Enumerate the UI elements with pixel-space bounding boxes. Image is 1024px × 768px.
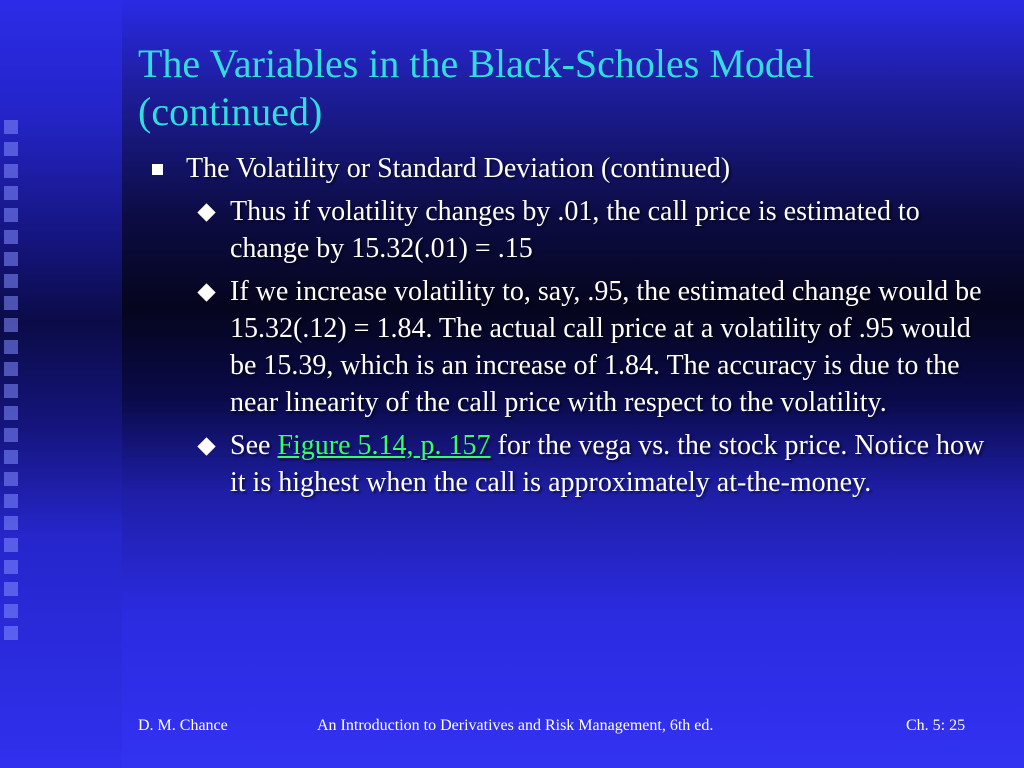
bullet-main bbox=[148, 150, 998, 187]
footer-author: D. M. Chance bbox=[138, 717, 228, 734]
sub-bullet-3 bbox=[148, 427, 998, 501]
slide-content bbox=[148, 150, 998, 507]
diamond-bullet-icon bbox=[197, 283, 215, 301]
footer-book-title: An Introduction to Derivatives and Risk Management, 6th ed. bbox=[317, 717, 714, 734]
diamond-bullet-icon bbox=[197, 437, 215, 455]
square-bullet-icon bbox=[152, 164, 163, 175]
slide-title-line-1: The Variables in the Black-Scholes Model bbox=[138, 41, 814, 86]
slide-title-line-2: (continued) bbox=[138, 89, 323, 134]
figure-link[interactable]: Figure 5.14, p. 157 bbox=[277, 430, 491, 461]
decorative-squares bbox=[4, 120, 24, 648]
footer-page-number: Ch. 5: 25 bbox=[906, 717, 966, 734]
bullet-main-text: The Volatility or Standard Deviation (continued) bbox=[186, 153, 731, 184]
sub-bullet-2-text: If we increase volatility to, say, .95, the estimated change would be 15.32(.12) = 1.84. The actual call price at a volatility of .95 would be 15.39, which is an increase of 1.84. The accuracy is due to the near linearity of the call price with respect to the volatility. bbox=[230, 276, 982, 418]
sub-bullet-1 bbox=[148, 193, 998, 267]
sub-bullet-2 bbox=[148, 273, 998, 421]
sub-bullet-1-text: Thus if volatility changes by .01, the call price is estimated to change by 15.32(.01) = .15 bbox=[230, 196, 920, 264]
diamond-bullet-icon bbox=[197, 203, 215, 221]
left-decorative-strip bbox=[0, 0, 122, 768]
sub-bullet-3-prefix: See bbox=[230, 430, 278, 461]
slide-title bbox=[138, 40, 998, 136]
sub-bullet-3-suffix: for the vega vs. the stock price. Notice how it is highest when the call is approximately at-the-money. bbox=[230, 430, 985, 498]
